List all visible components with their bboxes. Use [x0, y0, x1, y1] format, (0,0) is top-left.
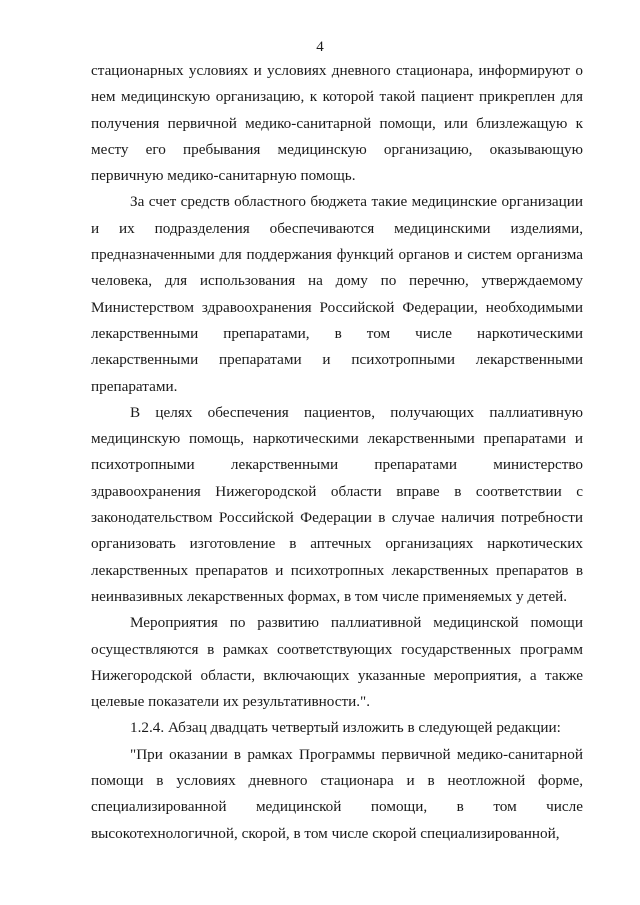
- paragraph-narcotic-provision: В целях обеспечения пациентов, получающих паллиативную медицинскую помощь, наркотическими лекарственными препаратами и психотропными лекарственными препаратами министерство здравоохранения Нижегородской области вправе в соответствии с законодательством Российской Федерации в случае наличия потребности организовать изготовление в аптечных организациях наркотических лекарственных препаратов и психотропных лекарственных препаратов в неинвазивных лекарственных формах, в том числе применяемых у детей.: [91, 403, 583, 605]
- paragraph-amendment-text: "При оказании в рамках Программы первичной медико-санитарной помощи в условиях дневного стационара и в неотложной форме, специализированной медицинской помощи, в том числе высокотехнологичной, скорой, в том числе скорой специализированной,: [91, 745, 583, 842]
- page-number: 4: [316, 39, 324, 55]
- paragraph-palliative-measures: Мероприятия по развитию паллиативной медицинской помощи осуществляются в рамках соответствующих государственных программ Нижегородской области, включающих указанные мероприятия, а также целевые показатели их результативности.".: [91, 614, 583, 711]
- paragraph-continuation: стационарных условиях и условиях дневного стационара, информируют о нем медицинскую организацию, к которой такой пациент прикреплен для получения первичной медико-санитарной помощи, или близлежащую к месту его пребывания медицинскую организацию, оказывающую первичную медико-санитарную помощь.: [91, 62, 583, 185]
- document-body: [91, 58, 583, 847]
- paragraph-regional-budget: За счет средств областного бюджета такие медицинские организации и их подразделения обеспечиваются медицинскими изделиями, предназначенными для поддержания функций органов и систем организма человека, для использования на дому по перечню, утверждаемому Министерством здравоохранения Российской Федерации, необходимыми лекарственными препаратами, в том числе наркотическими лекарственными препаратами и психотропными лекарственными препаратами.: [91, 193, 583, 395]
- paragraph-amendment-item: 1.2.4. Абзац двадцать четвертый изложить в следующей редакции:: [130, 719, 561, 737]
